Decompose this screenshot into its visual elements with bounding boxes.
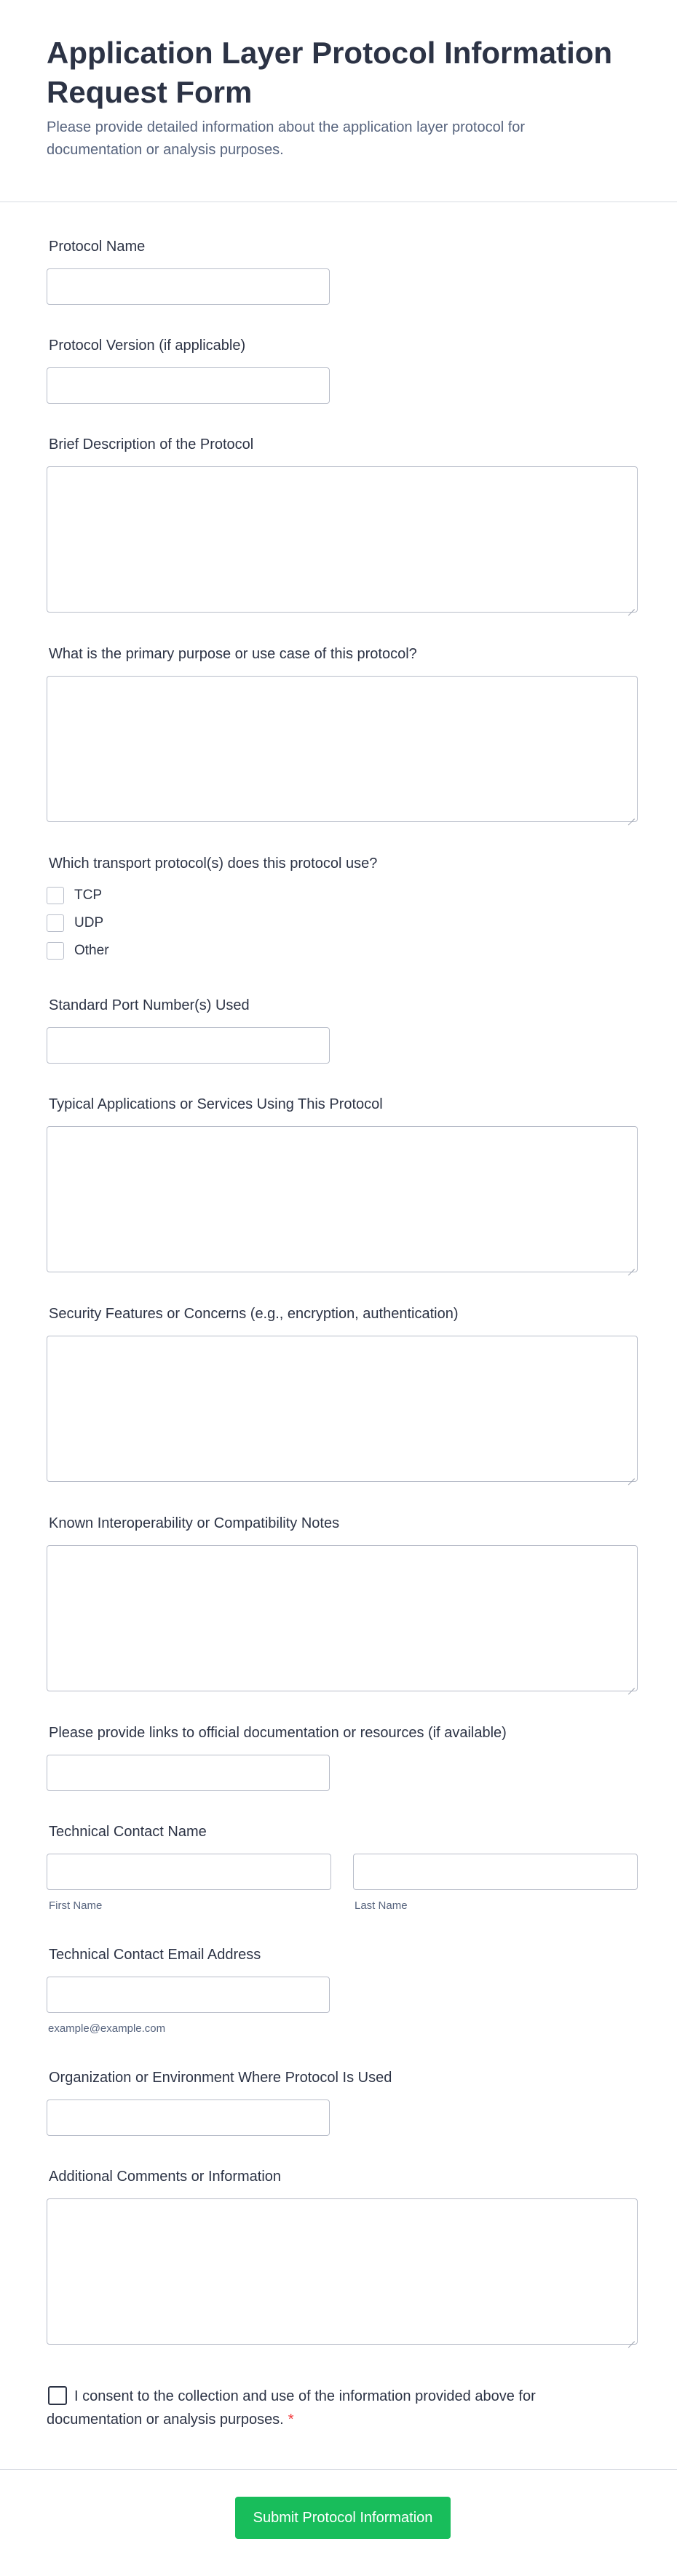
resize-grip-icon[interactable] (627, 1262, 635, 1269)
transport-option-udp[interactable] (47, 913, 103, 933)
protocol-version-input[interactable] (47, 367, 330, 404)
typical-applications-textarea[interactable] (47, 1126, 638, 1272)
footer-divider (0, 2469, 677, 2470)
transport-option-tcp[interactable] (47, 885, 102, 906)
documentation-links-label: Please provide links to official documentation or resources (if available) (49, 1725, 507, 1741)
first-name-input[interactable] (47, 1854, 331, 1890)
resize-grip-icon[interactable] (627, 1681, 635, 1688)
resize-grip-icon[interactable] (627, 1472, 635, 1479)
email-input[interactable] (47, 1977, 330, 2013)
tcp-label: TCP (74, 888, 102, 903)
documentation-links-input[interactable] (47, 1755, 330, 1791)
page-title: Application Layer Protocol Information Request Form (47, 36, 613, 109)
security-features-textarea[interactable] (47, 1336, 638, 1482)
brief-description-textarea[interactable] (47, 466, 638, 613)
form-header (0, 0, 677, 202)
organization-label: Organization or Environment Where Protocol Is Used (49, 2070, 392, 2086)
transport-option-other[interactable] (47, 941, 109, 961)
protocol-version-label: Protocol Version (if applicable) (49, 338, 246, 354)
udp-label: UDP (74, 915, 104, 930)
primary-purpose-label: What is the primary purpose or use case of this protocol? (49, 646, 417, 662)
consent-row (47, 2385, 629, 2431)
port-numbers-label: Standard Port Number(s) Used (49, 997, 250, 1013)
submit-button[interactable]: Submit Protocol Information (235, 2497, 451, 2539)
transport-label: Which transport protocol(s) does this protocol use? (49, 856, 378, 872)
tcp-checkbox[interactable] (47, 887, 64, 904)
protocol-name-input[interactable] (47, 268, 330, 305)
email-sublabel: example@example.com (48, 2022, 166, 2035)
other-checkbox[interactable] (47, 942, 64, 960)
typical-applications-label: Typical Applications or Services Using This Protocol (49, 1096, 383, 1112)
udp-checkbox[interactable] (47, 914, 64, 932)
required-asterisk: * (288, 2412, 294, 2428)
security-features-label: Security Features or Concerns (e.g., encryption, authentication) (49, 1306, 459, 1322)
first-name-sublabel: First Name (49, 1899, 103, 1912)
consent-text: I consent to the collection and use of the information provided above for documentation or analysis purposes. (47, 2388, 536, 2428)
consent-checkbox[interactable] (48, 2386, 67, 2405)
technical-contact-email-label: Technical Contact Email Address (49, 1947, 261, 1963)
organization-input[interactable] (47, 2100, 330, 2136)
brief-description-label: Brief Description of the Protocol (49, 436, 254, 452)
additional-comments-textarea[interactable] (47, 2198, 638, 2345)
interoperability-textarea[interactable] (47, 1545, 638, 1691)
resize-grip-icon[interactable] (627, 2334, 635, 2342)
resize-grip-icon[interactable] (627, 602, 635, 610)
primary-purpose-textarea[interactable] (47, 676, 638, 822)
page-subtitle: Please provide detailed information about the application layer protocol for documentation or analysis purposes. (47, 119, 526, 158)
interoperability-label: Known Interoperability or Compatibility Notes (49, 1515, 340, 1531)
last-name-input[interactable] (353, 1854, 638, 1890)
additional-comments-label: Additional Comments or Information (49, 2169, 282, 2185)
port-numbers-input[interactable] (47, 1027, 330, 1064)
protocol-name-label: Protocol Name (49, 239, 146, 255)
last-name-sublabel: Last Name (355, 1899, 408, 1912)
resize-grip-icon[interactable] (627, 812, 635, 819)
technical-contact-name-label: Technical Contact Name (49, 1824, 207, 1840)
other-label: Other (74, 943, 109, 958)
